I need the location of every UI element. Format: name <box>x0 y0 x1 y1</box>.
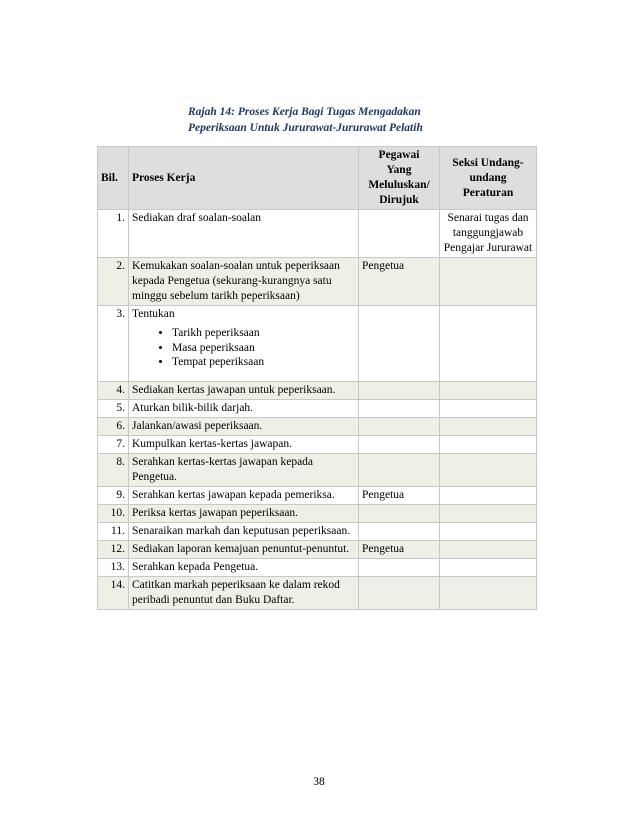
row-number: 6. <box>98 417 129 435</box>
row-process: Aturkan bilik-bilik darjah. <box>129 399 359 417</box>
row-process: Kemukakan soalan-soalan untuk peperiksaan kepada Pengetua (sekurang-kurangnya satu minggu sebelum tarikh peperiksaan) <box>129 258 359 306</box>
table-row <box>98 417 537 435</box>
row-officer <box>359 558 440 576</box>
row-number: 14. <box>98 576 129 609</box>
row-officer <box>359 210 440 258</box>
table-row <box>98 486 537 504</box>
caption-line-2: Peperiksaan Untuk Jururawat-Jururawat Pelatih <box>188 122 423 134</box>
row-process: Periksa kertas jawapan peperiksaan. <box>129 504 359 522</box>
row-number: 3. <box>98 306 129 382</box>
row-regulation: Senarai tugas dan tanggungjawab Pengajar Jururawat <box>440 210 537 258</box>
row-officer: Pengetua <box>359 486 440 504</box>
header-seksi-undang-undang: Seksi Undang- undang Peraturan <box>440 147 537 210</box>
row-number: 2. <box>98 258 129 306</box>
row-regulation <box>440 540 537 558</box>
row-regulation <box>440 504 537 522</box>
row-process: Sediakan laporan kemajuan penuntut-penuntut. <box>129 540 359 558</box>
table-row <box>98 210 537 258</box>
row-officer <box>359 435 440 453</box>
table-row <box>98 258 537 306</box>
row-process <box>129 306 359 382</box>
row-number: 13. <box>98 558 129 576</box>
header-proses-kerja: Proses Kerja <box>129 147 359 210</box>
row-process: Sediakan draf soalan-soalan <box>129 210 359 258</box>
row-number: 8. <box>98 453 129 486</box>
row-process: Serahkan kertas jawapan kepada pemeriksa. <box>129 486 359 504</box>
row-officer: Pengetua <box>359 540 440 558</box>
row-officer <box>359 399 440 417</box>
row-officer <box>359 381 440 399</box>
row-officer <box>359 522 440 540</box>
list-item: • Masa peperiksaan <box>172 341 355 356</box>
row-regulation <box>440 558 537 576</box>
row-officer <box>359 453 440 486</box>
bullet-list <box>132 326 355 370</box>
row-regulation <box>440 576 537 609</box>
page-number: 38 <box>313 776 325 788</box>
row-number: 4. <box>98 381 129 399</box>
caption-line-1: Rajah 14: Proses Kerja Bagi Tugas Mengadakan <box>188 106 421 118</box>
row-regulation <box>440 435 537 453</box>
table-header-row <box>98 147 537 210</box>
row-number: 1. <box>98 210 129 258</box>
table-row <box>98 306 537 382</box>
row-process-text: Tentukan <box>132 308 175 320</box>
table-row <box>98 453 537 486</box>
row-number: 9. <box>98 486 129 504</box>
table-row <box>98 540 537 558</box>
table-row <box>98 558 537 576</box>
row-process: Serahkan kertas-kertas jawapan kepada Pengetua. <box>129 453 359 486</box>
row-process: Jalankan/awasi peperiksaan. <box>129 417 359 435</box>
list-item: • Tempat peperiksaan <box>172 355 355 370</box>
row-number: 10. <box>98 504 129 522</box>
row-officer: Pengetua <box>359 258 440 306</box>
table-row <box>98 522 537 540</box>
list-item: • Tarikh peperiksaan <box>172 326 355 341</box>
table-row <box>98 504 537 522</box>
row-regulation <box>440 522 537 540</box>
row-regulation <box>440 486 537 504</box>
row-process: Serahkan kepada Pengetua. <box>129 558 359 576</box>
row-regulation <box>440 381 537 399</box>
row-regulation <box>440 306 537 382</box>
row-number: 12. <box>98 540 129 558</box>
row-officer <box>359 417 440 435</box>
row-process: Sediakan kertas jawapan untuk peperiksaan. <box>129 381 359 399</box>
row-process: Senaraikan markah dan keputusan peperiksaan. <box>129 522 359 540</box>
row-regulation <box>440 453 537 486</box>
row-number: 11. <box>98 522 129 540</box>
row-regulation <box>440 399 537 417</box>
table-row <box>98 435 537 453</box>
row-regulation <box>440 258 537 306</box>
row-officer <box>359 306 440 382</box>
row-officer <box>359 576 440 609</box>
table-row <box>98 381 537 399</box>
row-regulation <box>440 417 537 435</box>
row-number: 7. <box>98 435 129 453</box>
header-pegawai: Pegawai Yang Meluluskan/ Dirujuk <box>359 147 440 210</box>
row-officer <box>359 504 440 522</box>
table-row <box>98 576 537 609</box>
header-bil: Bil. <box>98 147 129 210</box>
process-table <box>97 146 537 610</box>
row-process: Kumpulkan kertas-kertas jawapan. <box>129 435 359 453</box>
row-process: Catitkan markah peperiksaan ke dalam rekod peribadi penuntut dan Buku Daftar. <box>129 576 359 609</box>
figure-caption <box>188 104 488 136</box>
row-number: 5. <box>98 399 129 417</box>
table-row <box>98 399 537 417</box>
